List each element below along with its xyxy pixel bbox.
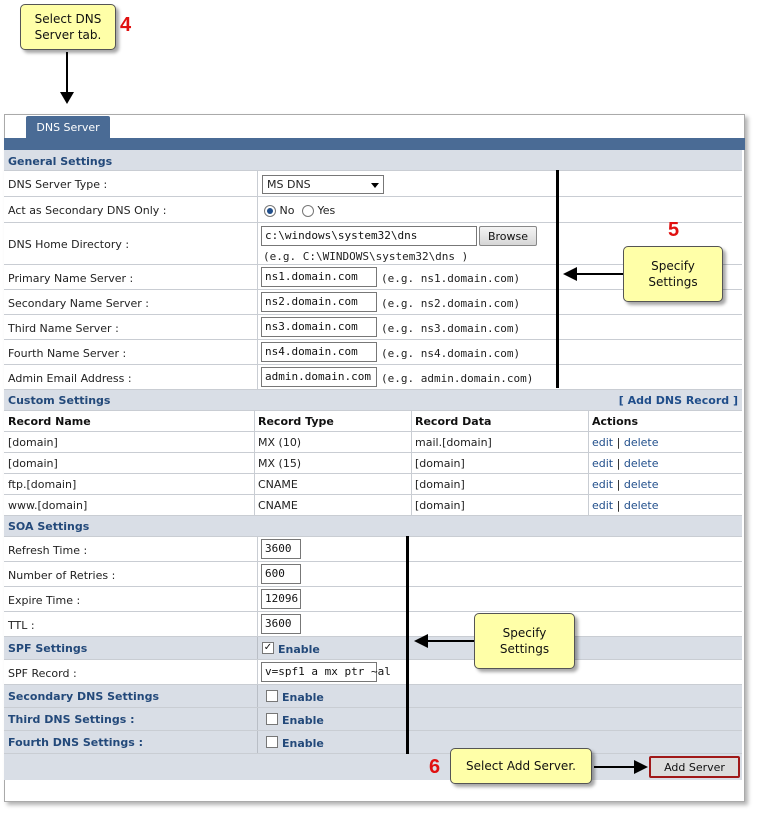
add-dns-record-link[interactable]: [ Add DNS Record ] <box>618 394 738 407</box>
records-table-header <box>4 411 742 432</box>
step6-number: 6 <box>429 756 441 778</box>
step5-arrow-head <box>563 267 577 281</box>
row-refresh-time: Refresh Time : 3600 <box>4 537 742 562</box>
home-dir-input[interactable]: c:\windows\system32\dns <box>261 226 477 246</box>
table-row: [domain] MX (15) [domain] edit | delete <box>4 453 742 474</box>
step4-arrow-line <box>66 52 68 92</box>
refresh-time-input[interactable]: 3600 <box>261 539 301 559</box>
tab-bar <box>4 138 745 150</box>
col-record-data: Record Data <box>415 415 492 428</box>
secondary-dns-enable-label: Enable <box>282 691 324 704</box>
table-row: www.[domain] CNAME [domain] edit | delete <box>4 495 742 516</box>
step5-number: 5 <box>668 219 680 241</box>
home-dir-hint: (e.g. C:\WINDOWS\system32\dns ) <box>263 250 469 263</box>
row-admin-email <box>4 365 742 390</box>
server-type-label: DNS Server Type : <box>8 178 108 191</box>
delete-link[interactable]: delete <box>623 436 659 449</box>
row-ttl: TTL : 3600 <box>4 612 742 637</box>
soa-settings-header: SOA Settings <box>4 516 742 537</box>
third-ns-input[interactable]: ns3.domain.com <box>261 317 377 337</box>
row-secondary-only <box>4 197 742 223</box>
third-dns-enable-label: Enable <box>282 714 324 727</box>
third-dns-header: Third DNS Settings : Enable <box>4 708 742 731</box>
third-ns-label: Third Name Server : <box>8 322 119 335</box>
step6-arrow-head <box>634 760 648 774</box>
admin-email-hint: (e.g. admin.domain.com) <box>381 372 534 385</box>
table-row: [domain] MX (10) mail.[domain] edit | delete <box>4 432 742 453</box>
step5-arrow-line <box>576 273 624 275</box>
secondary-ns-hint: (e.g. ns2.domain.com) <box>381 297 521 310</box>
primary-ns-hint: (e.g. ns1.domain.com) <box>381 272 521 285</box>
step6-callout: Select Add Server. <box>450 748 592 784</box>
row-spf-record: SPF Record : v=spf1 a mx ptr ~al <box>4 660 742 685</box>
delete-link[interactable]: delete <box>623 457 659 470</box>
fourth-ns-hint: (e.g. ns4.domain.com) <box>381 347 521 360</box>
chevron-down-icon <box>371 183 379 188</box>
secondary-ns-input[interactable]: ns2.domain.com <box>261 292 377 312</box>
fourth-dns-header: Fourth DNS Settings : Enable <box>4 731 742 754</box>
secondary-ns-label: Secondary Name Server : <box>8 297 149 310</box>
spf-record-input[interactable]: v=spf1 a mx ptr ~al <box>261 662 377 682</box>
retries-input[interactable]: 600 <box>261 564 301 584</box>
general-bracket-line <box>556 170 559 388</box>
delete-link[interactable]: delete <box>623 478 659 491</box>
ttl-input[interactable]: 3600 <box>261 614 301 634</box>
edit-link[interactable]: edit <box>592 499 614 512</box>
edit-link[interactable]: edit <box>592 478 614 491</box>
radio-no-label: No <box>279 204 295 217</box>
spf-settings-header: SPF Settings ✓ Enable <box>4 637 742 660</box>
admin-email-input[interactable]: admin.domain.com <box>261 367 377 387</box>
home-dir-label: DNS Home Directory : <box>8 238 130 251</box>
delete-link[interactable]: delete <box>623 499 659 512</box>
row-server-type <box>4 171 742 197</box>
add-server-button[interactable]: Add Server <box>649 756 740 778</box>
admin-email-label: Admin Email Address : <box>8 372 132 385</box>
spf-enable-checkbox[interactable]: ✓ <box>263 642 273 653</box>
radio-yes[interactable] <box>302 205 314 217</box>
primary-ns-label: Primary Name Server : <box>8 272 134 285</box>
general-settings-header: General Settings <box>4 150 742 171</box>
row-third-ns <box>4 315 742 340</box>
secondary-dns-header: Secondary DNS Settings Enable <box>4 685 742 708</box>
specify-callout: Specify Settings <box>474 613 575 669</box>
secondary-dns-enable-checkbox[interactable] <box>266 690 278 702</box>
step4-line1: Select DNS <box>34 12 102 26</box>
expire-time-input[interactable]: 12096 <box>261 589 301 609</box>
fourth-ns-input[interactable]: ns4.domain.com <box>261 342 377 362</box>
row-retries: Number of Retries : 600 <box>4 562 742 587</box>
step4-number: 4 <box>120 14 132 36</box>
fourth-dns-enable-label: Enable <box>282 737 324 750</box>
edit-link[interactable]: edit <box>592 436 614 449</box>
tab-dns-server[interactable]: DNS Server <box>26 116 110 138</box>
radio-yes-label: Yes <box>317 204 336 217</box>
step4-arrow-head <box>60 92 74 104</box>
step5-callout: Specify Settings <box>623 246 723 302</box>
col-actions: Actions <box>592 415 638 428</box>
specify-arrow-line <box>427 640 475 642</box>
soa-bracket-line <box>406 536 409 754</box>
specify-arrow-head <box>414 634 428 648</box>
fourth-dns-enable-checkbox[interactable] <box>266 736 278 748</box>
step6-arrow-line <box>594 766 634 768</box>
spf-enable-label: Enable <box>278 643 320 656</box>
table-row: ftp.[domain] CNAME [domain] edit | delete <box>4 474 742 495</box>
third-ns-hint: (e.g. ns3.domain.com) <box>381 322 521 335</box>
row-fourth-ns <box>4 340 742 365</box>
edit-link[interactable]: edit <box>592 457 614 470</box>
col-record-name: Record Name <box>8 415 91 428</box>
step4-callout <box>20 4 116 50</box>
row-expire-time: Expire Time : 12096 <box>4 587 742 612</box>
browse-button[interactable]: Browse <box>479 226 537 246</box>
custom-settings-header: Custom Settings [ Add DNS Record ] <box>4 390 742 411</box>
third-dns-enable-checkbox[interactable] <box>266 713 278 725</box>
step4-line2: Server tab. <box>34 28 102 42</box>
fourth-ns-label: Fourth Name Server : <box>8 347 127 360</box>
radio-no[interactable] <box>264 205 276 217</box>
col-record-type: Record Type <box>258 415 334 428</box>
secondary-only-label: Act as Secondary DNS Only : <box>8 204 167 217</box>
primary-ns-input[interactable]: ns1.domain.com <box>261 267 377 287</box>
server-type-select[interactable]: MS DNS <box>262 175 384 194</box>
